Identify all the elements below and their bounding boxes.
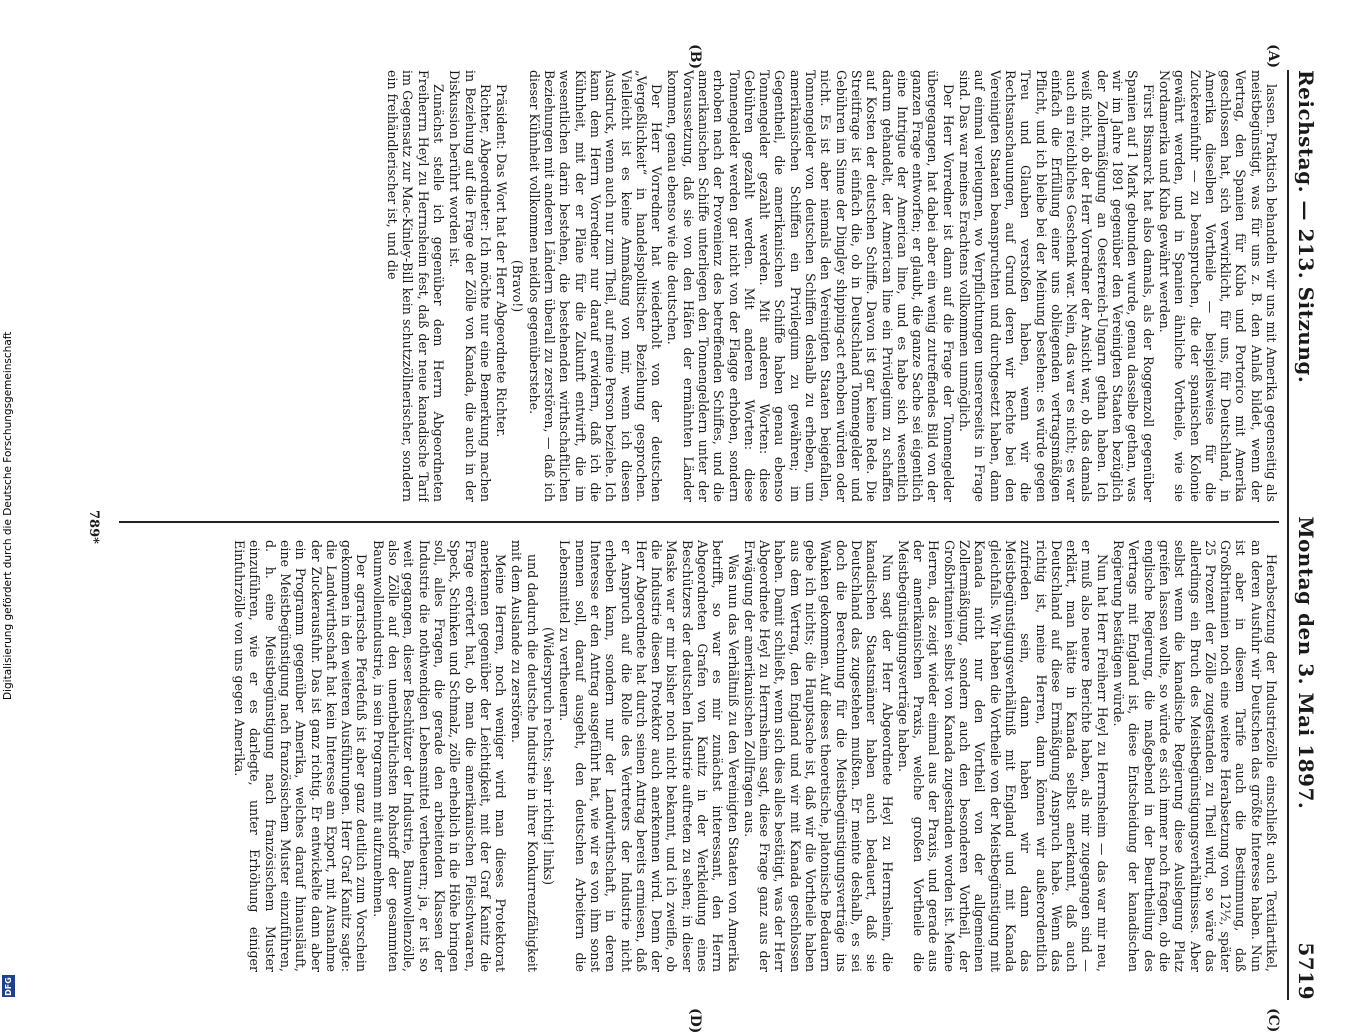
paragraph: Zunächst stelle ich gegenüber dem Herrn Abgeordneten Freiherrn Heyl zu Herrnsheim fest, daß der neue kanadische Tarif im Gegensatz zur Mac-Kinley-Bill kein schutzzöllnerischer, sondern ein freihändlerischer ist, und die (385, 70, 446, 502)
paragraph: Was nun das Verhältniß zu den Vereinigten Staaten von Amerika betrifft, so war es mir zunächst interessant, den Herrn Abgeordneten Grafen von Kanitz in der Verkleidung eines Beschützers der deutschen Industrie auftreten zu sehen; in dieser Maske war er mir bisher noch nicht bekannt, und ich zweifle, ob die Industrie diesen Protektor auch anerkennen wird. Denn der Herr Abgeordnete hat durch seinen Antrag bereits ermiesen, daß er Anspruch auf die Rolle des Vertreters der Industrie nicht erheben kann, sondern nur der Landwirthschaft, in deren Interesse er den Antrag ausgeführt hat, wie wir es von ihm sonst nennen soll, darauf ausgeht, den deutschen Arbeitern die Lebensmittel zu vertheuern. (557, 540, 741, 972)
paragraph: Meine Herren, noch weniger wird man dieses Protektorat anerkennen gegenüber der Leichtigkeit, mit der Graf Kanitz die Frage erörtert hat, ob man die amerikanischen Fleischwaaren, Speck, Schinken und Schmalz, zölle erheblich in die Höhe bringen soll, alles Fragen, die gerade den arbeitenden Klassen der Industrie die nothwendigen Lebensmittel vertheuern; ja, er ist so weit gegangen, dieser Beschützer der Industrie, Baumwollenzölle, also Zölle auf den unentbehrlichsten Rohstoff der gesammten Baumwollenindustrie, in sein Programm mit aufzunehmen. (370, 540, 509, 972)
paragraph: Nun sagt der Herr Abgeordnete Heyl zu Herrnsheim, die kanadischen Staatsmänner haben auch bedauert, daß sie Deutschland das zugestehen mußten. Er meinte deshalb, es sei doch die Berechnung für die Meistbegünstigungsverträge ins Wanken gekommen. Auf dieses theoretische, platonische Bedauern gebe ich nichts; die Hauptsache ist, daß wir die Vortheile haben aus dem Vertrag, den England und wir mit Kanada geschlossen haben. Damit schließt, wenn sich dies alles bestätigt, was der Herr Abgeordnete Heyl zu Herrnsheim sagt, diese Frage ganz aus der Erwägung der amerikanischen Zollfragen aus. (741, 540, 895, 972)
page-header (1287, 70, 1323, 1000)
paragraph: Herabsetzung der Industriezölle einschließt auch Textilartikel, an deren Ausfuhr wir Deutschen das größte Interesse haben. Nun ist aber in diesem Tarife auch die Bestimmung, daß Großbritannien noch eine weitere Herabsetzung von 12½, später 25 Prozent der Zölle zugestanden zu Theil wird, so wäre das allerdings ein Bruch des Meistbegünstigungsverhältnisses. Aber selbst wenn die kanadische Regierung diese Auslegung Platz greifen lassen wollte, so würde es sich immer noch fragen, ob die englische Regierung, die maßgebend in der Beurtheilung des Vertrags mit England ist, diese Entscheidung der kanadischen Regierung bestätigen würde. (1111, 540, 1279, 972)
paragraph: Fürst Bismarck hat also damals, als der Roggenzoll gegenüber Spanien auf 1 Mark gebunden wurde, genau dasselbe gethan, was wir im Jahre 1891 gegenüber den Vereinigten Staaten bezüglich der Zollermäßigung an Oesterreich-Ungarn gethan haben. Ich weiß nicht, ob der Herr Vorredner der Ansicht war, ob das damals auch ein reichliches Geschenk war. Nein, das war es nicht; es war einfach die Erfüllung einer uns obliegenden vertragsmäßigen Pflicht, und ich bleibe bei der Meinung bestehen: es würde gegen Treu und Glauben verstoßen haben, wenn wir die Rechtsanschauungen, auf Grund deren wir Rechte bei den Vereinigten Staaten beanspruchten und durchgesetzt haben, dann auf einmal verleugnen, wo Verpflichtungen unsererseits in Frage sind. Das war meines Erachtens vollkommen unmöglich. (957, 70, 1156, 502)
left-column (79, 70, 1279, 502)
column-divider (119, 521, 1279, 523)
header-page-number: 5719 (1294, 942, 1318, 1000)
paragraph: Der agrarische Pferdefuß ist aber ganz deutlich zum Vorschein gekommen in den weiteren Ausführungen. Herr Graf Kanitz sagte: die Landwirthschaft hat kein Interesse am Export, mit Ausnahme der Zuckerausfuhr. Das ist ganz richtig. Er entwickelte dann aber ein Programm gegenüber Amerika, welches darauf hinausläuft, eine Meistbegünstigung nach französischem Muster einzuführen, d. h. eine Meistbegünstigung nach französischem Muster einzuführen, wie er es darlegte, unter Erhöhung einiger Einfuhrzölle von uns gegen Amerika. (232, 540, 370, 972)
margin-marker-d: (D) (687, 1008, 703, 1033)
paragraph: Der Herr Vorredner ist dann auf die Frage der Tonnengelder übergegangen, hat dabei aber ein wenig zutreffendes Bild von der ganzen Frage entworfen; er glaubt, die ganze Sache sei eigentlich eine Intrigue der American line, und es habe sich wesentlich darum gehandelt, der American line ein Privilegium zu schaffen auf Kosten der deutschen Schiffe. Davon ist gar keine Rede. Die Streitfrage ist einfach die, ob in Deutschland Tonnengelder und Gebühren im Sinne der Dingley shipping-act erhoben würden oder nicht. Es ist aber niemals den Vereinigten Staaten beigefallen, Tonnengelder von deutschen Schiffen deshalb zu erheben, um amerikanischen Schiffen ein Privilegium zu gewähren; im Gegentheil, die amerikanischen Schiffe haben genau ebenso Tonnengelder gezahlt werden. Mit anderen Worten: diese Gebühren gezahlt werden. Mit anderen Worten: diese Tonnengelder werden gar nicht von der Flagge erhoben, sondern erhoben nach der Provenienz des betreffenden Schiffes, und die amerikanischen Schiffe unterliegen den Tonnengeldern unter der Voraussetzung, daß sie von den Häfen der ermähnten Länder kommen, genau ebenso wie die deutschen. (665, 70, 956, 502)
right-column (79, 540, 1279, 972)
dfg-logo (2, 975, 15, 997)
paragraph: und dadurch die deutsche Industrie in ihrer Konkurrenzfähigkeit mit dem Auslande zu zerstören. (509, 540, 540, 972)
speaker-paragraph: Präsident: Das Wort hat der Herr Abgeordnete Richter. (494, 84, 510, 438)
margin-marker-a: (A) (1265, 44, 1281, 69)
document-page (33, 44, 1323, 1033)
paragraph: Der Herr Vorredner hat wiederholt von der deutschen „Vergeßlichkeit“ in handelspolitischer Beziehung gesprochen. Vielleicht ist es keine Anmaßung von mir, wenn ich diesen Ausdruck, wenn auch nur zum Theil, auf meine Person beziehe. Ich kann dem Herrn Vorredner nur darauf erwidern, daß ich die Kühnheit, mit der er Pläne für die Zukunft entwirft, die im wesentlichen darin bestehen, die bestehenden wirthschaftlichen Beziehungen mit anderen Ländern überall zu zerstören, — daß ich dieser Kühnheit vollkommen neidlos gegenüberstehe. (526, 70, 665, 502)
paragraph: lassen. Praktisch behandeln wir uns mit Amerika gegenseitig als meistbegünstigt, was für uns z. B. den Anlaß bildet, wenn der Vertrag, den Spanien für Kuba und Portorico mit Amerika geschlossen hat, sich verwirklicht, für uns, für Deutschland, in Amerika dieselben Vortheile — beispielsweise für die Zuckereinfuhr — zu beanspruchen, die der spanischen Kolonie gewährt werden, und in Spanien ähnliche Vortheile, wie sie Nordamerika und Kuba gewährt werden. (1156, 70, 1279, 502)
margin-marker-c: (C) (1265, 1008, 1281, 1033)
margin-marker-b: (B) (687, 44, 703, 70)
interjection: (Bravo!) (510, 259, 526, 313)
page-sequence-number: 789* (86, 510, 101, 544)
digitization-credit: Digitalisierung gefördert durch die Deutsche Forschungsgemeinschaft (2, 331, 14, 700)
speaker-paragraph: Richter, Abgeordneter: Ich möchte nur eine Bemerkung machen in Beziehung auf die Frage der Zölle von Kanada, die auch in der Diskussion berührt worden ist. (447, 70, 493, 502)
dfg-logo-text: DFG (4, 976, 14, 996)
header-date: Montag den 3. Mai 1897. (1294, 516, 1318, 810)
header-session: Reichstag. — 213. Sitzung. (1294, 70, 1318, 384)
interjection: (Widerspruch rechts; sehr richtig! links) (541, 626, 557, 886)
paragraph: Nun hat Herr Freiherr Heyl zu Herrnsheim — das war mir neu, er muß also neuere Berichte haben, als mir zugegangen sind — erklärt, man hätte in Kanada selbst anerkannt, daß auch Deutschland auf diese Ermäßigung Anspruch habe. Wenn das richtig ist, meine Herren, dann können wir außerordentlich zufrieden sein, dann haben wir dann das Meistbegünstigungsverhältniß mit England und mit Kanada gleichfalls. Wir haben die Vortheile von der Meistbegünstigung mit Kanada nicht nur den Vortheil von der allgemeinen Zollermäßigung, sondern auch den besonderen Vortheil, der Großbritannien selbst von Kanada zugestanden worden ist. Meine Herren, das zeigt wieder einmal aus der Praxis, und gerade aus der amerikanischen Praxis, welche großen Vortheile die Meistbegünstigungsverträge haben. (895, 540, 1110, 972)
